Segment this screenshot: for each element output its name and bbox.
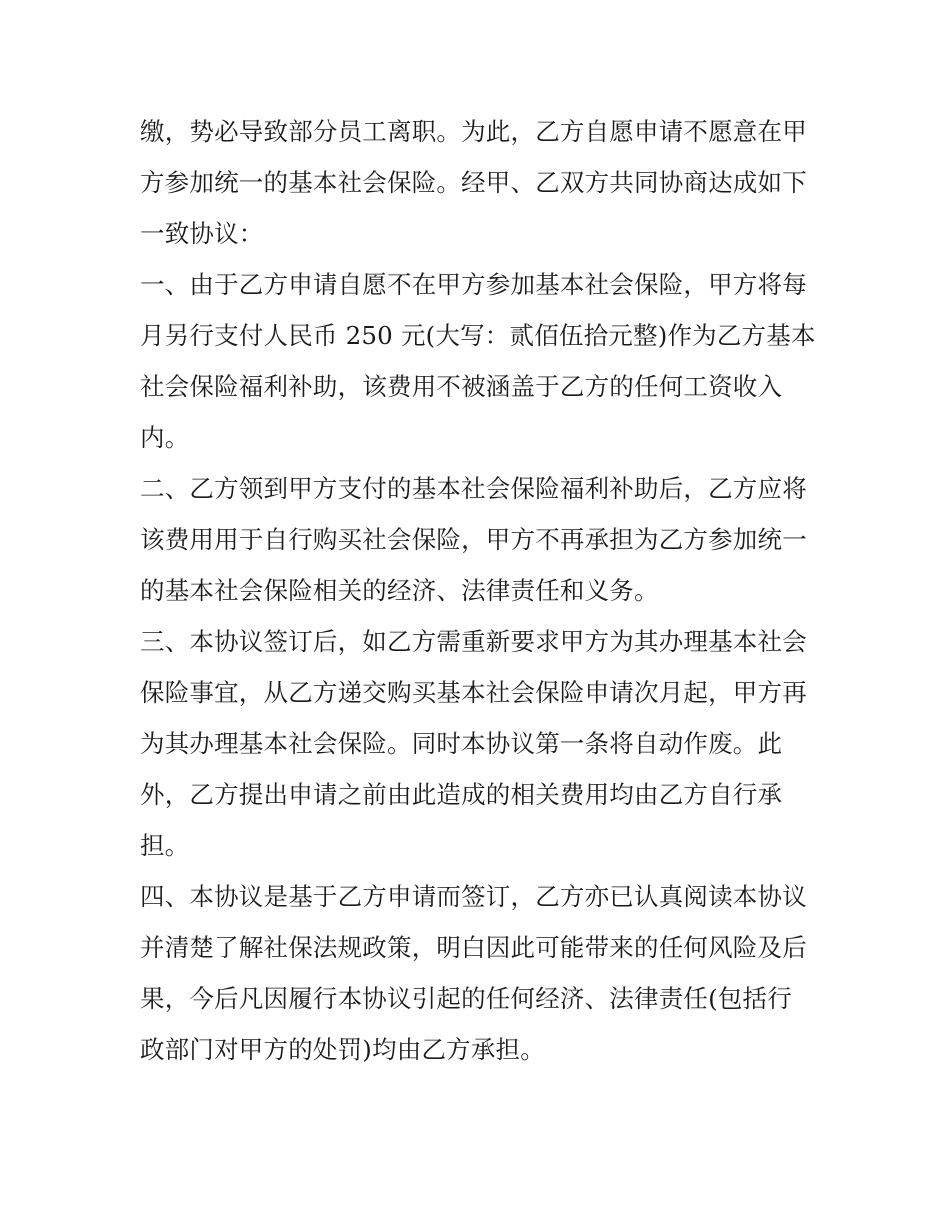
- clause-1-line: 社会保险福利补助，该费用不被涵盖于乙方的任何工资收入: [140, 372, 783, 401]
- agreement-body-text: [140, 106, 815, 1075]
- clause-1-line: 一、由于乙方申请自愿不在甲方参加基本社会保险，甲方将每: [140, 270, 807, 299]
- clause-2-line: 该费用用于自行购买社会保险，甲方不再承担为乙方参加统一: [140, 525, 807, 554]
- clause-2-line: 二、乙方领到甲方支付的基本社会保险福利补助后，乙方应将: [140, 474, 807, 503]
- text-line: 缴，势必导致部分员工离职。为此，乙方自愿申请不愿意在甲: [140, 117, 807, 146]
- clause-3-line: 为其办理基本社会保险。同时本协议第一条将自动作废。此: [140, 729, 783, 758]
- text-line: 一致协议：: [140, 219, 264, 248]
- clause-4-line: 果，今后凡因履行本协议引起的任何经济、法律责任(包括行: [140, 984, 792, 1013]
- clause-3-line: 保险事宜，从乙方递交购买基本社会保险申请次月起，甲方再: [140, 678, 807, 707]
- clause-4-line: 四、本协议是基于乙方申请而签订，乙方亦已认真阅读本协议: [140, 882, 807, 911]
- text-line: 方参加统一的基本社会保险。经甲、乙双方共同协商达成如下: [140, 168, 807, 197]
- clause-3-line: 担。: [140, 831, 190, 860]
- clause-3-line: 三、本协议签订后，如乙方需重新要求甲方为其办理基本社会: [140, 627, 807, 656]
- clause-3-line: 外，乙方提出申请之前由此造成的相关费用均由乙方自行承: [140, 780, 783, 809]
- clause-1-line: 月另行支付人民币 250 元(大写：贰佰伍拾元整)作为乙方基本: [140, 321, 816, 350]
- clause-4-line: 政部门对甲方的处罚)均由乙方承担。: [140, 1035, 545, 1064]
- clause-2-line: 的基本社会保险相关的经济、法律责任和义务。: [140, 576, 659, 605]
- clause-4-line: 并清楚了解社保法规政策，明白因此可能带来的任何风险及后: [140, 933, 807, 962]
- clause-1-line: 内。: [140, 423, 190, 452]
